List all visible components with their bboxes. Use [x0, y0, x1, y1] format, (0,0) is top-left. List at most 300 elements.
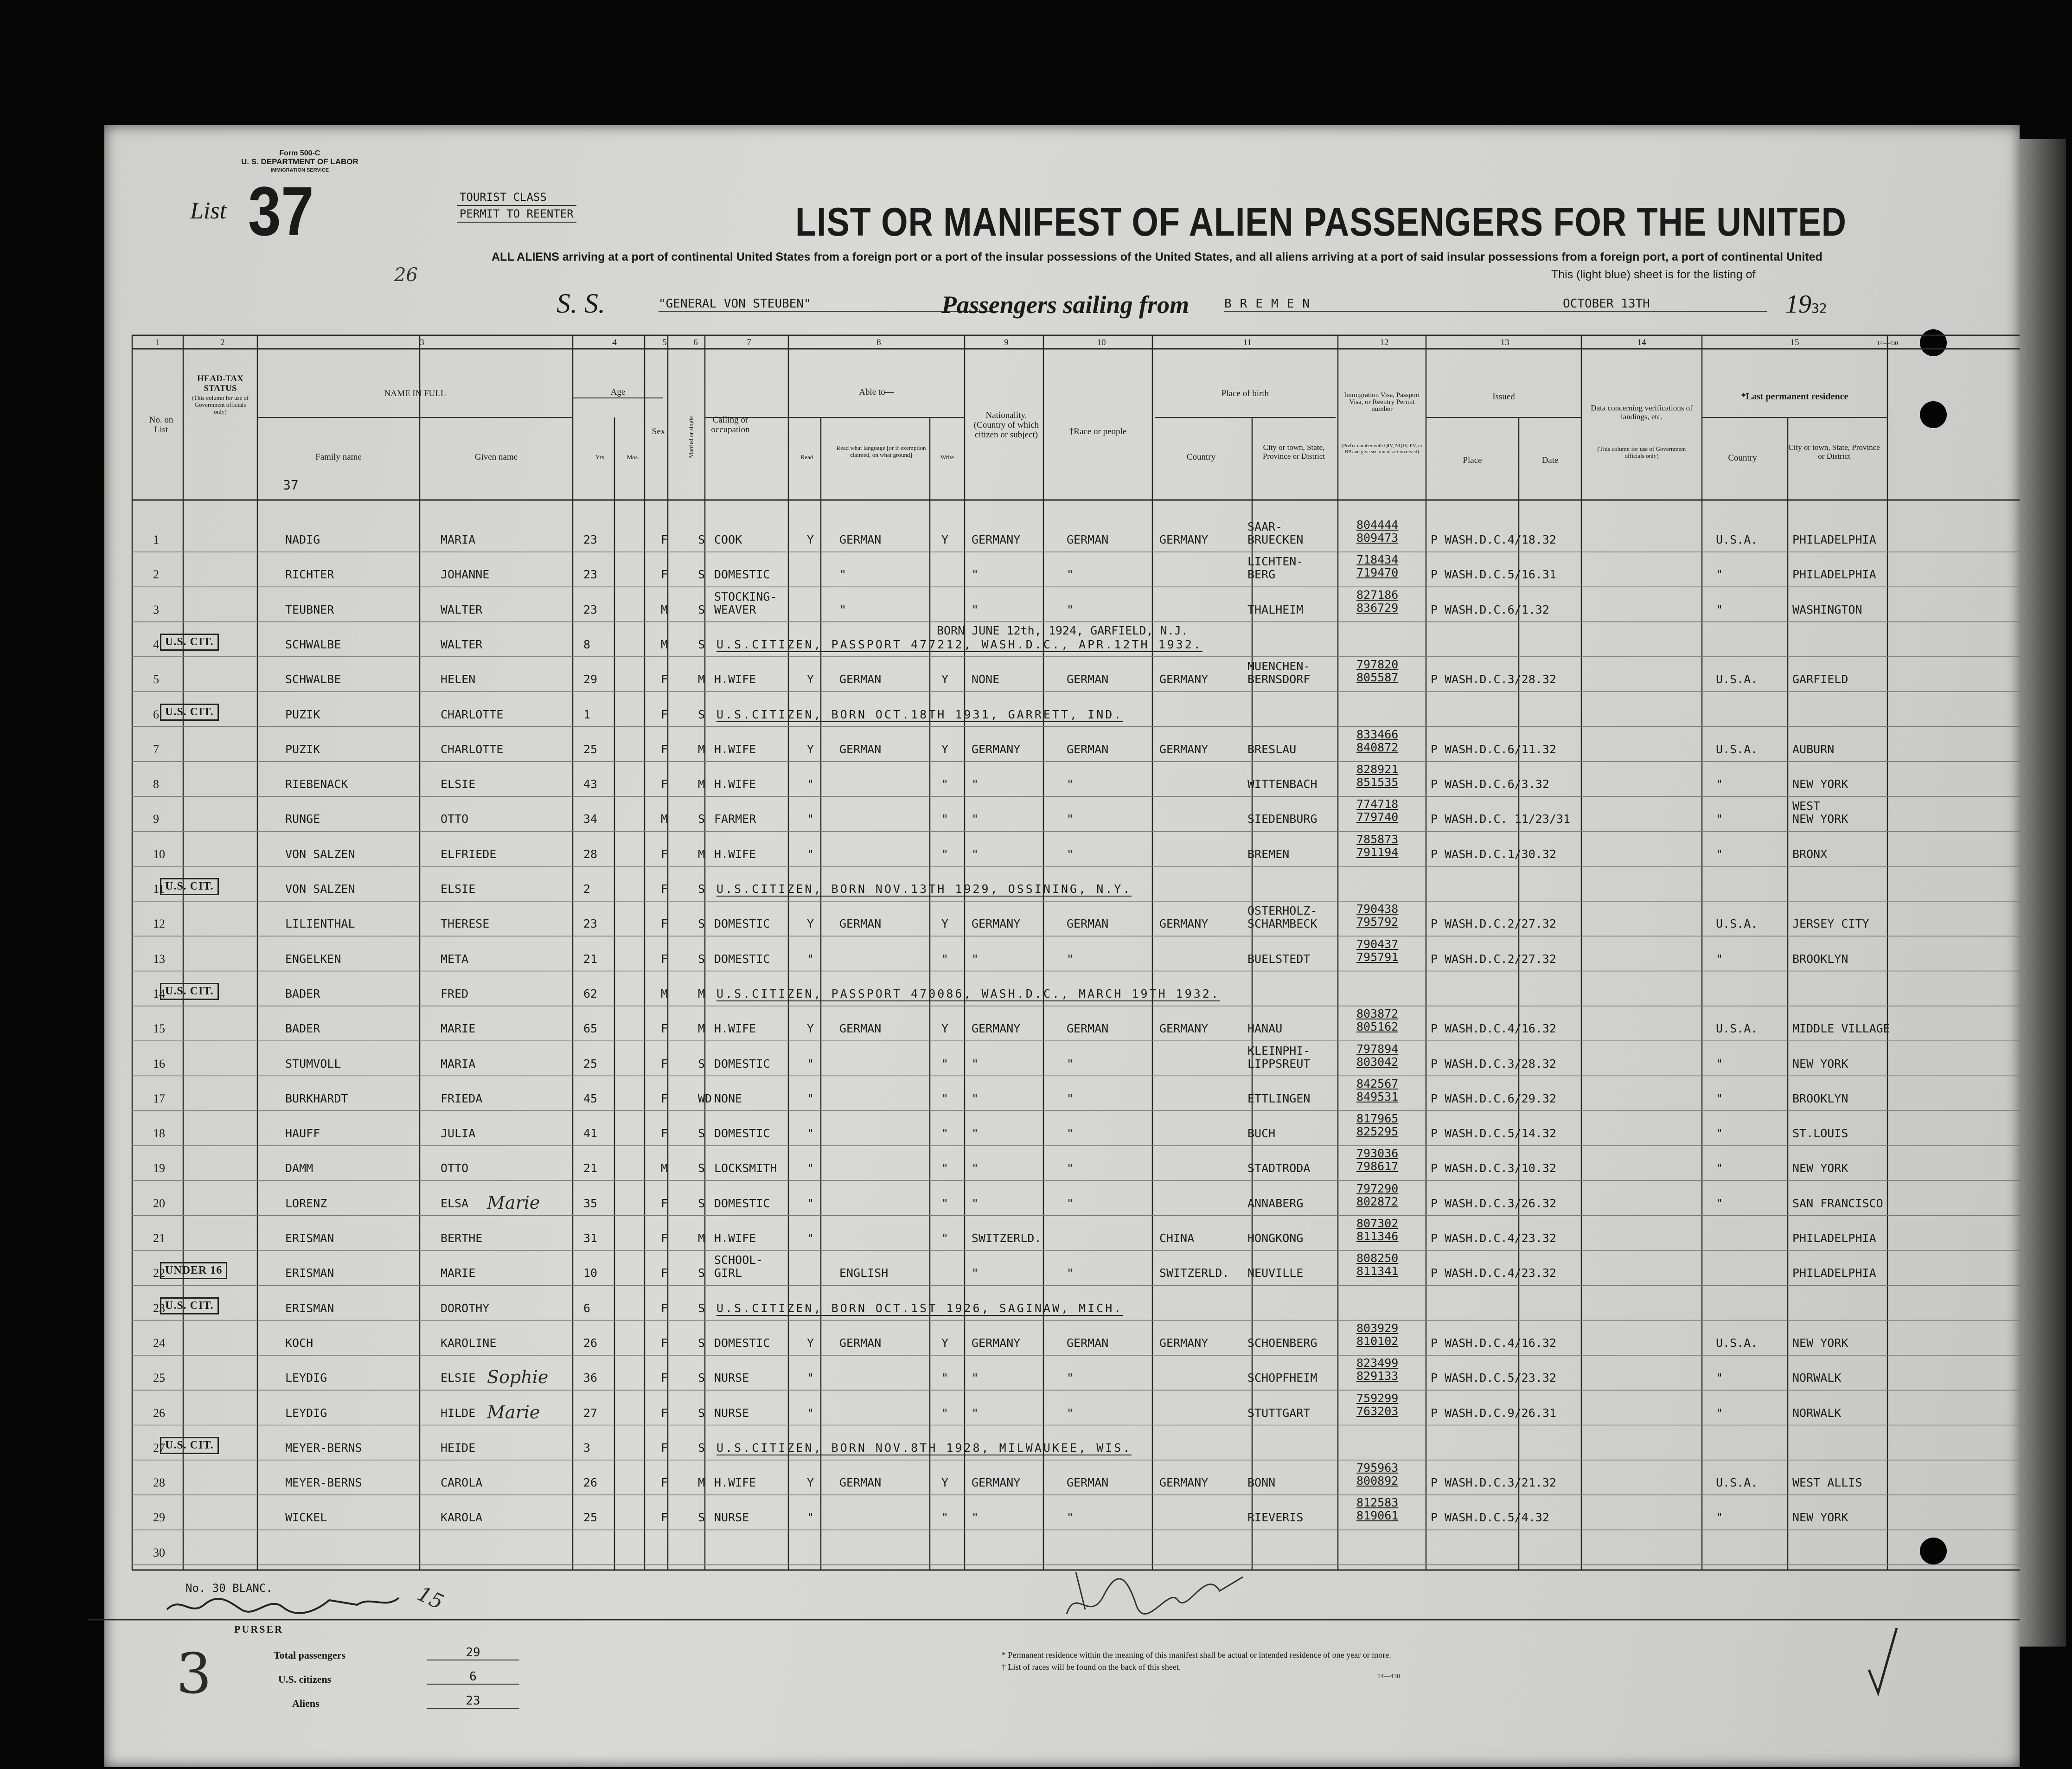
read-language: ": [839, 602, 847, 616]
can-write: ": [941, 1231, 949, 1245]
nationality: ": [972, 1091, 979, 1105]
age-years: 26: [583, 1476, 598, 1490]
sex: F: [661, 1231, 668, 1245]
race: GERMAN: [1067, 1336, 1109, 1350]
can-write: Y: [941, 1476, 949, 1490]
age-years: 35: [583, 1196, 598, 1210]
can-write: Y: [941, 673, 949, 686]
birth-note: BORN JUNE 12th, 1924, GARFIELD, N.J.: [937, 623, 1188, 637]
handwritten-annotation: Marie: [487, 1402, 540, 1423]
given-name: HILDE: [441, 1406, 476, 1420]
row-number: 8: [153, 777, 159, 791]
given-name: ELSA: [441, 1196, 469, 1210]
can-read: ": [807, 1057, 814, 1070]
age-years: 34: [583, 812, 598, 826]
age-years: 23: [583, 568, 598, 582]
row-number: 13: [153, 952, 165, 966]
read-language: GERMAN: [839, 1336, 882, 1350]
birth-city: SCHOENBERG: [1247, 1336, 1317, 1350]
issued-place-date: P WASH.D.C.2/27.32: [1431, 917, 1556, 931]
race: ": [1067, 1371, 1074, 1385]
birth-city: BUCH: [1247, 1127, 1276, 1141]
given-name: MARIA: [441, 533, 476, 546]
header-head-tax-note: (This column for use of Government officials only): [192, 394, 249, 415]
department-name: U. S. DEPARTMENT OF LABOR: [241, 157, 358, 166]
residence-city: NORWALK: [1792, 1406, 1842, 1420]
family-name: TEUBNER: [285, 602, 334, 616]
marital-status: S: [698, 637, 705, 651]
nationality: GERMANY: [972, 1476, 1021, 1490]
nationality: SWITZERLD.: [972, 1231, 1042, 1245]
occupation: DOMESTIC: [714, 568, 770, 582]
age-years: 8: [583, 637, 591, 651]
can-write: ": [941, 812, 949, 826]
can-write: ": [941, 1406, 949, 1420]
family-name: RIEBENACK: [285, 777, 348, 791]
header-able-to: Able to—: [859, 387, 894, 397]
residence-city: WEST NEW YORK: [1792, 799, 1848, 826]
residence-city: BRONX: [1792, 847, 1828, 861]
residence-city: JERSEY CITY: [1792, 917, 1869, 931]
row-number: 30: [153, 1545, 165, 1559]
row-number: 29: [153, 1511, 165, 1525]
residence-city: PHILADELPHIA: [1792, 1231, 1876, 1245]
can-write: Y: [941, 1022, 949, 1036]
row-number: 14: [153, 987, 165, 1000]
residence-country: ": [1716, 1196, 1723, 1210]
visa-number: 804444 809473: [1356, 518, 1399, 545]
row-number: 1: [153, 533, 159, 546]
service-name: IMMIGRATION SERVICE: [270, 167, 329, 173]
header-calling: Calling or occupation: [711, 415, 750, 435]
birth-city: ANNABERG: [1247, 1196, 1304, 1210]
aliens-label: Aliens: [292, 1698, 320, 1709]
visa-number: 827186 836729: [1356, 588, 1399, 615]
head-tax-stamp: U.S. CIT.: [160, 1437, 219, 1454]
visa-number: 793036 798617: [1356, 1147, 1399, 1173]
header-read-language: Read what language [or if exemption claimed, on what ground]: [836, 444, 926, 458]
race: ": [1067, 1511, 1074, 1525]
column-number: 1: [155, 338, 160, 347]
issued-place-date: P WASH.D.C.3/26.32: [1431, 1196, 1556, 1210]
row-number: 24: [153, 1336, 165, 1350]
header-visa-note: (Prefix number with QIV, NQIV, PV, or RP and give section of act involved): [1341, 443, 1423, 455]
age-years: 25: [583, 1057, 598, 1070]
margin-mark-3: 3: [176, 1642, 212, 1706]
age-years: 41: [583, 1127, 598, 1141]
race: ": [1067, 1266, 1074, 1280]
marital-status: S: [698, 1371, 705, 1385]
sex: M: [661, 637, 668, 651]
header-landings: Data concerning verifications of landings, etc.: [1591, 404, 1693, 421]
occupation: DOMESTIC: [714, 917, 770, 931]
race: GERMAN: [1067, 533, 1109, 546]
residence-country: ": [1716, 1161, 1723, 1175]
issued-place-date: P WASH.D.C.4/18.32: [1431, 533, 1556, 546]
sex: F: [661, 1266, 668, 1280]
birth-country: GERMANY: [1159, 742, 1209, 756]
race: ": [1067, 1161, 1074, 1175]
total-passengers-value: 29: [427, 1646, 519, 1660]
race: ": [1067, 568, 1074, 582]
class-box: [457, 189, 576, 223]
residence-country: U.S.A.: [1716, 1336, 1758, 1350]
nationality: ": [972, 1406, 979, 1420]
residence-city: NEW YORK: [1792, 1511, 1848, 1525]
age-years: 21: [583, 952, 598, 966]
can-read: ": [807, 1511, 814, 1525]
row-number: 9: [153, 812, 159, 826]
header-issued: Issued: [1492, 392, 1515, 402]
row-number: 17: [153, 1091, 165, 1105]
aliens-value: 23: [427, 1694, 519, 1709]
family-name: LILIENTHAL: [285, 917, 355, 931]
birth-city: HANAU: [1247, 1022, 1283, 1036]
issued-place-date: P WASH.D.C.6/3.32: [1431, 777, 1549, 791]
binder-hole: [1920, 401, 1947, 428]
race: ": [1067, 602, 1074, 616]
marital-status: S: [698, 1057, 705, 1070]
big-check-mark: [1864, 1623, 1901, 1700]
given-name: OTTO: [441, 812, 469, 826]
sex: F: [661, 917, 668, 931]
class-line: TOURIST CLASS: [457, 189, 576, 206]
race: ": [1067, 952, 1074, 966]
race: GERMAN: [1067, 742, 1109, 756]
issued-place-date: P WASH.D.C.4/16.32: [1431, 1022, 1556, 1036]
occupation: STOCKING- WEAVER: [714, 590, 777, 616]
marital-status: S: [698, 812, 705, 826]
age-years: 45: [583, 1091, 598, 1105]
sex: F: [661, 742, 668, 756]
can-read: ": [807, 777, 814, 791]
residence-city: PHILADELPHIA: [1792, 533, 1876, 546]
family-name: DAMM: [285, 1161, 313, 1175]
handwritten-mark: 26: [394, 264, 418, 286]
form-department-block: [241, 149, 358, 174]
marital-status: S: [698, 707, 705, 721]
citizen-note: U.S.CITIZEN, BORN OCT.18TH 1931, GARRETT, IND.: [716, 707, 1123, 721]
family-name: VON SALZEN: [285, 882, 355, 896]
birth-country: GERMANY: [1159, 1022, 1209, 1036]
residence-country: ": [1716, 952, 1723, 966]
blank-note: No. 30 BLANC.: [185, 1582, 273, 1595]
family-name: HAUFF: [285, 1127, 320, 1141]
occupation: DOMESTIC: [714, 1336, 770, 1350]
residence-country: U.S.A.: [1716, 742, 1758, 756]
list-label: List: [190, 198, 227, 224]
column-number: 8: [876, 338, 881, 347]
marital-status: M: [698, 777, 705, 791]
race: GERMAN: [1067, 917, 1109, 931]
can-read: Y: [807, 1022, 814, 1036]
citizen-note: U.S.CITIZEN, PASSPORT 477212, WASH.D.C., APR.12TH 1932.: [716, 637, 1202, 651]
given-name: MARIA: [441, 1057, 476, 1070]
can-read: Y: [807, 533, 814, 546]
header-landings-note: (This column for use of Government officials only): [1597, 445, 1686, 459]
nationality: ": [972, 1511, 979, 1525]
us-citizens-value: 6: [427, 1670, 519, 1685]
residence-country: ": [1716, 1091, 1723, 1105]
row-number: 7: [153, 742, 159, 756]
issued-place-date: P WASH.D.C.3/28.32: [1431, 1057, 1556, 1070]
can-write: ": [941, 1057, 949, 1070]
age-years: 36: [583, 1371, 598, 1385]
header-res-country: Country: [1728, 453, 1757, 463]
birth-city: BRESLAU: [1247, 742, 1297, 756]
row-number: 2: [153, 568, 159, 582]
can-read: Y: [807, 1476, 814, 1490]
race: ": [1067, 1091, 1074, 1105]
occupation: NURSE: [714, 1406, 749, 1420]
sex: M: [661, 812, 668, 826]
given-name: BERTHE: [441, 1231, 483, 1245]
header-sex: Sex: [652, 427, 665, 436]
purser-label: PURSER: [234, 1623, 284, 1635]
marital-status: S: [698, 1266, 705, 1280]
birth-country: GERMANY: [1159, 917, 1209, 931]
citizen-note: U.S.CITIZEN, BORN OCT.1ST 1926, SAGINAW, MICH.: [716, 1301, 1123, 1315]
header-res-city: City or town, State, Province or District: [1788, 443, 1880, 461]
age-years: 43: [583, 777, 598, 791]
residence-country: ": [1716, 1511, 1723, 1525]
issued-place-date: P WASH.D.C.1/30.32: [1431, 847, 1556, 861]
column-number: 11: [1243, 338, 1252, 347]
race: ": [1067, 1057, 1074, 1070]
can-write: ": [941, 952, 949, 966]
residence-city: PHILADELPHIA: [1792, 568, 1876, 582]
visa-number: 812583 819061: [1356, 1496, 1399, 1523]
family-name: ERISMAN: [285, 1266, 334, 1280]
header-race: †Race or people: [1069, 427, 1127, 436]
residence-city: NEW YORK: [1792, 1336, 1848, 1350]
birth-city: STUTTGART: [1247, 1406, 1311, 1420]
can-read: Y: [807, 673, 814, 686]
column-number: 4: [612, 338, 617, 347]
residence-country: U.S.A.: [1716, 673, 1758, 686]
nationality: GERMANY: [972, 1022, 1021, 1036]
form-number: Form 500-C: [279, 149, 320, 157]
occupation: H.WIFE: [714, 1476, 756, 1490]
nationality: ": [972, 1196, 979, 1210]
visa-number: 828921 851535: [1356, 763, 1399, 789]
occupation: NURSE: [714, 1511, 749, 1525]
birth-country: GERMANY: [1159, 533, 1209, 546]
given-name: ELSIE: [441, 1371, 476, 1385]
given-name: JOHANNE: [441, 568, 490, 582]
row-number: 27: [153, 1441, 165, 1455]
birth-city: RIEVERIS: [1247, 1511, 1304, 1525]
can-write: Y: [941, 1336, 949, 1350]
race: GERMAN: [1067, 673, 1109, 686]
marital-status: S: [698, 1127, 705, 1141]
occupation: NONE: [714, 1091, 742, 1105]
age-years: 10: [583, 1266, 598, 1280]
can-write: ": [941, 777, 949, 791]
age-years: 6: [583, 1301, 591, 1315]
birth-city: MUENCHEN- BERNSDORF: [1247, 660, 1311, 686]
marital-status: S: [698, 1511, 705, 1525]
header-read: Read: [800, 454, 813, 461]
birth-country: GERMANY: [1159, 1336, 1209, 1350]
header-pob-city: City or town, State, Province or District: [1262, 443, 1325, 461]
row-number: 20: [153, 1196, 165, 1210]
occupation: H.WIFE: [714, 777, 756, 791]
occupation: SCHOOL- GIRL: [714, 1253, 763, 1280]
row-number: 26: [153, 1406, 165, 1420]
residence-city: SAN FRANCISCO: [1792, 1196, 1883, 1210]
row-number: 3: [153, 602, 159, 616]
birth-city: BONN: [1247, 1476, 1276, 1490]
residence-city: NEW YORK: [1792, 1057, 1848, 1070]
birth-city: SAAR- BRUECKEN: [1247, 520, 1304, 546]
marital-status: S: [698, 568, 705, 582]
marital-status: M: [698, 1476, 705, 1490]
age-years: 23: [583, 602, 598, 616]
can-write: ": [941, 1196, 949, 1210]
race: ": [1067, 847, 1074, 861]
header-issued-place: Place: [1463, 455, 1482, 465]
row-number: 16: [153, 1057, 165, 1070]
family-name: KOCH: [285, 1336, 313, 1350]
can-write: ": [941, 1511, 949, 1525]
list-number-mark: 37: [283, 477, 299, 493]
age-years: 31: [583, 1231, 598, 1245]
issued-place-date: P WASH.D.C.5/23.32: [1431, 1371, 1556, 1385]
birth-city: ETTLINGEN: [1247, 1091, 1311, 1105]
sex: F: [661, 1301, 668, 1315]
sex: F: [661, 1441, 668, 1455]
nationality: ": [972, 1057, 979, 1070]
nationality: ": [972, 1127, 979, 1141]
row-number: 21: [153, 1231, 165, 1245]
row-number: 10: [153, 847, 165, 861]
nationality: ": [972, 812, 979, 826]
header-given-name: Given name: [474, 452, 518, 462]
can-write: ": [941, 1091, 949, 1105]
occupation: DOMESTIC: [714, 1057, 770, 1070]
residence-city: WEST ALLIS: [1792, 1476, 1862, 1490]
footnote-races: † List of races will be found on the back of this sheet.: [1002, 1662, 1181, 1672]
birth-city: SCHOPFHEIM: [1247, 1371, 1317, 1385]
occupation: LOCKSMITH: [714, 1161, 777, 1175]
given-name: KAROLA: [441, 1511, 483, 1525]
occupation: H.WIFE: [714, 1022, 756, 1036]
residence-country: ": [1716, 847, 1723, 861]
residence-city: BROOKLYN: [1792, 952, 1848, 966]
residence-country: ": [1716, 812, 1723, 826]
row-number: 28: [153, 1476, 165, 1490]
row-number: 15: [153, 1022, 165, 1036]
column-number: 13: [1500, 338, 1509, 347]
nationality: ": [972, 1266, 979, 1280]
sex: F: [661, 533, 668, 546]
row-number: 11: [153, 882, 165, 896]
nationality: GERMANY: [972, 742, 1021, 756]
marital-status: S: [698, 1406, 705, 1420]
age-years: 29: [583, 673, 598, 686]
given-name: OTTO: [441, 1161, 469, 1175]
issued-place-date: P WASH.D.C.5/4.32: [1431, 1511, 1549, 1525]
occupation: H.WIFE: [714, 1231, 756, 1245]
sex: F: [661, 1371, 668, 1385]
read-language: GERMAN: [839, 1476, 882, 1490]
read-language: ": [839, 568, 847, 582]
read-language: ENGLISH: [839, 1266, 889, 1280]
header-residence: *Last permanent residence: [1741, 391, 1848, 402]
issued-place-date: P WASH.D.C.6/11.32: [1431, 742, 1556, 756]
header-pob-country: Country: [1186, 452, 1216, 462]
family-name: VON SALZEN: [285, 847, 355, 861]
column-number: 5: [662, 338, 667, 347]
sailing-label: Passengers sailing from: [941, 291, 1189, 319]
family-name: LEYDIG: [285, 1406, 327, 1420]
header-write: Write: [940, 454, 954, 461]
family-name: RICHTER: [285, 568, 334, 582]
residence-city: GARFIELD: [1792, 673, 1848, 686]
column-number: 9: [1004, 338, 1009, 347]
manifest-sheet: [104, 125, 2020, 1767]
age-years: 25: [583, 742, 598, 756]
occupation: DOMESTIC: [714, 1196, 770, 1210]
manifest-subtitle-2: This (light blue) sheet is for the listing of: [1551, 268, 1756, 281]
issued-place-date: P WASH.D.C.4/16.32: [1431, 1336, 1556, 1350]
read-language: GERMAN: [839, 673, 882, 686]
residence-city: ST.LOUIS: [1792, 1127, 1848, 1141]
marital-status: M: [698, 742, 705, 756]
issued-place-date: P WASH.D.C.4/23.32: [1431, 1231, 1556, 1245]
residence-country: ": [1716, 568, 1723, 582]
sex: F: [661, 882, 668, 896]
given-name: ELSIE: [441, 777, 476, 791]
race: GERMAN: [1067, 1022, 1109, 1036]
header-mos: Mos.: [627, 454, 640, 461]
residence-city: MIDDLE VILLAGE: [1792, 1022, 1890, 1036]
residence-country: U.S.A.: [1716, 1476, 1758, 1490]
row-number: 6: [153, 707, 159, 721]
head-tax-stamp: U.S. CIT.: [160, 1297, 219, 1314]
can-read: ": [807, 1161, 814, 1175]
birth-city: KLEINPHI- LIPPSREUT: [1247, 1044, 1311, 1070]
marital-status: S: [698, 1196, 705, 1210]
residence-city: AUBURN: [1792, 742, 1835, 756]
occupation: COOK: [714, 533, 742, 546]
ship-line: [556, 288, 1948, 325]
marital-status: S: [698, 1161, 705, 1175]
marital-status: S: [698, 1441, 705, 1455]
family-name: BADER: [285, 1022, 320, 1036]
occupation: H.WIFE: [714, 673, 756, 686]
sex: F: [661, 1057, 668, 1070]
given-name: MARIE: [441, 1022, 476, 1036]
column-number: 3: [420, 338, 424, 347]
departure-year: 1932: [1785, 290, 1827, 319]
column-number: 10: [1097, 338, 1106, 347]
age-years: 3: [583, 1441, 591, 1455]
row-number: 22: [153, 1266, 165, 1280]
handwritten-annotation: Marie: [487, 1192, 540, 1213]
can-write: Y: [941, 917, 949, 931]
sex: F: [661, 707, 668, 721]
sex: F: [661, 952, 668, 966]
given-name: ELSIE: [441, 882, 476, 896]
age-years: 23: [583, 917, 598, 931]
column-number: 12: [1380, 338, 1389, 347]
header-place-of-birth: Place of birth: [1221, 389, 1269, 398]
sex: M: [661, 1161, 668, 1175]
header-married: Married or single: [687, 416, 695, 458]
residence-country: ": [1716, 777, 1723, 791]
